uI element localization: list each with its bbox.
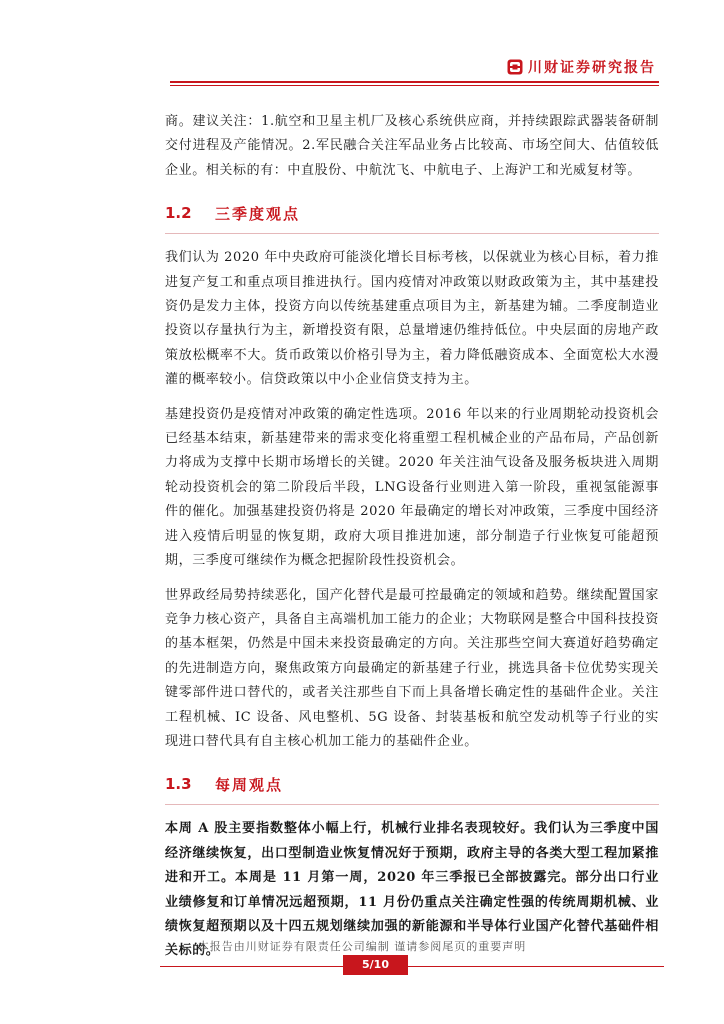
- section-number: 1.3: [165, 775, 192, 794]
- section-heading-1-2: [165, 193, 659, 234]
- header-rule: [170, 81, 659, 83]
- section-number: 1.2: [165, 204, 192, 223]
- body-paragraph: 基建投资仍是疫情对冲政策的确定性选项。2016 年以来的行业周期轮动投资机会已经基本结束，新基建带来的需求变化将重塑工程机械企业的产品布局，产品创新力将成为支撑中长期市场增长的关键。2020 年关注油气设备及服务板块进入周期轮动投资机会的第二阶段后半段，LNG设备行业则进入第一阶段，重视氢能源事件的催化。加强基建投资仍将是 2020 年最确定的增长对冲政策，三季度中国经济进入疫情后明显的恢复期，政府大项目推进加速，部分制造子行业恢复可能超预期，三季度可继续作为概念把握阶段性投资机会。: [165, 406, 659, 569]
- disclaimer-note: 本报告由川财证券有限责任公司编制 谨请参阅尾页的重要声明: [197, 940, 527, 953]
- weekly-view-paragraph: 本周 A 股主要指数整体小幅上行，机械行业排名表现较好。我们认为三季度中国经济继续恢复，出口型制造业恢复情况好于预期，政府主导的各类大型工程加紧推进和开工。本周是 11 月第一周，2020 年三季报已全部披露完。部分出口行业业绩修复和订单情况远超预期，11 月份仍重点关注确定性强的传统周期机械、业绩恢复超预期以及十四五规划继续加强的新能源和半导体行业国产化替代基础件相关标的。: [165, 821, 659, 959]
- brand-name: 川财证券研究报告: [528, 60, 656, 76]
- section-title: 三季度观点: [215, 204, 301, 223]
- header-rule-thin: [170, 85, 659, 86]
- chuancai-logo-icon: [507, 59, 523, 75]
- brand: [507, 57, 656, 77]
- page-number: 5/10: [343, 955, 408, 975]
- body-paragraph: 我们认为 2020 年中央政府可能淡化增长目标考核，以保就业为核心目标，着力推进复产复工和重点项目推进执行。国内疫情对冲政策以财政政策为主，其中基建投资仍是发力主体，投资方向以传统基建重点项目为主，新基建为辅。二季度制造业投资以存量执行为主，新增投资有限，总量增速仍维持低位。中央层面的房地产政策放松概率不大。货币政策以价格引导为主，着力降低融资成本、全面宽松大水漫灌的概率较小。信贷政策以中小企业信贷支持为主。: [165, 250, 659, 388]
- section-heading-1-3: [165, 764, 659, 805]
- intro-paragraph: 商。建议关注：1.航空和卫星主机厂及核心系统供应商，并持续跟踪武器装备研制交付进程及产能情况。2.军民融合关注军品业务占比较高、市场空间大、估值较低企业。相关标的有：中直股份、中航沈飞、中航电子、上海沪工和光威复材等。: [165, 114, 659, 178]
- main-content: [165, 110, 659, 974]
- section-title: 每周观点: [215, 775, 284, 794]
- page-header: [0, 0, 724, 95]
- footer-rule: [160, 966, 664, 967]
- body-paragraph: 世界政经局势持续恶化，国产化替代是最可控最确定的领域和趋势。继续配置国家竞争力核心资产，具备自主高端机加工能力的企业；大物联网是整合中国科技投资的基本框架，仍然是中国未来投资最确定的方向。关注那些空间大赛道好趋势确定的先进制造方向，聚焦政策方向最确定的新基建子行业，挑选具备卡位优势实现关键零部件进口替代的，或者关注那些自下而上具备增长确定性的基础件企业。关注工程机械、IC 设备、风电整机、5G 设备、封装基板和航空发动机等子行业的实现进口替代具有自主核心机加工能力的基础件企业。: [165, 587, 659, 749]
